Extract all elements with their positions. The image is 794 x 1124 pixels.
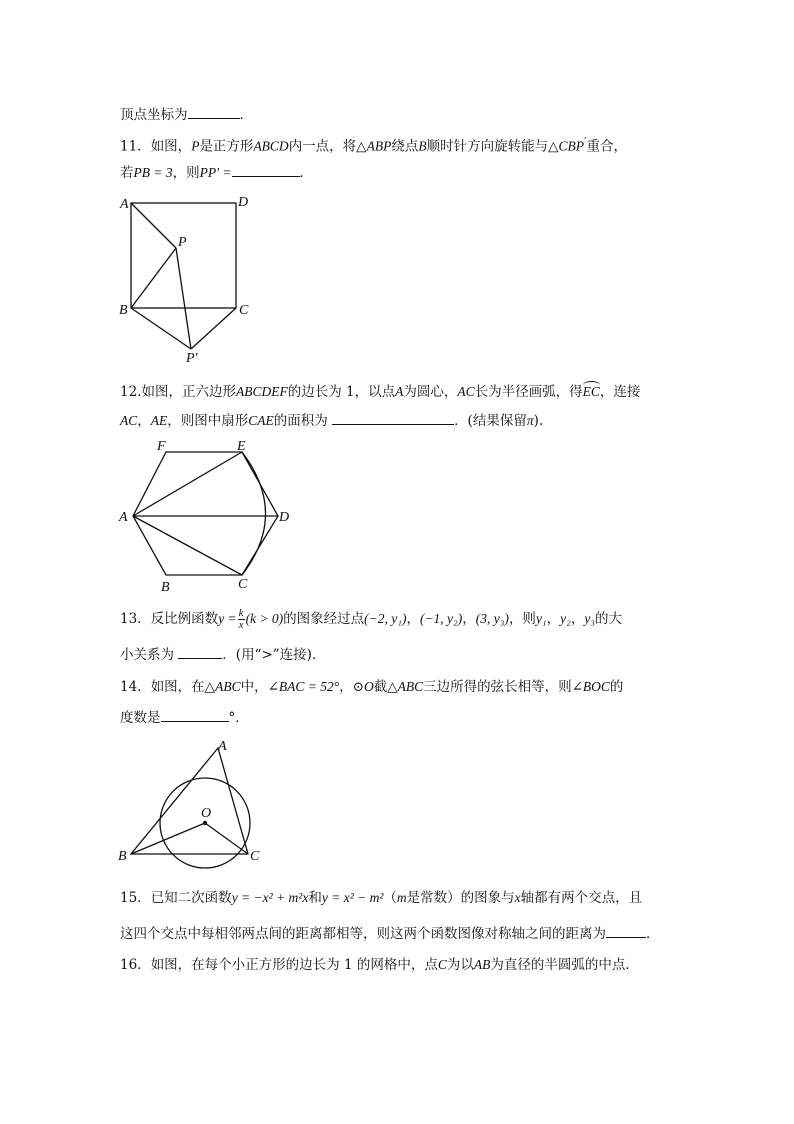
q14-line-1: 14．如图，在△ABC中，∠BAC = 52°，⊙O截△ABC三边所得的弦长相等，则∠BOC的 bbox=[120, 679, 624, 695]
q15-number: 15． bbox=[120, 890, 151, 906]
q12-label-A: A bbox=[119, 510, 128, 525]
q12-label-F: F bbox=[157, 439, 166, 454]
top-line: 顶点坐标为 ． bbox=[120, 104, 253, 124]
q11-label-B: B bbox=[119, 303, 128, 318]
q13-line-1: 13．反比例函数y = $\frac{k}{x}$ (k > 0)的图象经过点(−2, y₁)，(−1, y₂)，(3, y₃)，则y₁，y₂，y₃的大 bbox=[120, 607, 622, 631]
q13-number: 13． bbox=[120, 611, 151, 627]
top-text: 顶点坐标为 bbox=[120, 107, 188, 123]
q11-label-D: D bbox=[238, 195, 249, 210]
q14-label-C: C bbox=[250, 849, 260, 864]
q14-label-A: A bbox=[218, 739, 227, 754]
q14-label-B: B bbox=[118, 849, 127, 864]
q11-label-Pp: P′ bbox=[186, 351, 198, 366]
q14-number: 14． bbox=[120, 679, 151, 695]
q11-number: 11． bbox=[120, 138, 151, 155]
q12-line-1: 12.如图，正六边形ABCDEF的边长为 1，以点A为圆心，AC长为半径画弧，得EC，连接 bbox=[120, 381, 640, 401]
center-dot bbox=[203, 821, 207, 825]
q11-label-A: A bbox=[120, 197, 129, 212]
q16-number: 16． bbox=[120, 957, 151, 973]
q12-label-C: C bbox=[238, 577, 248, 592]
q15-line-2: 这四个交点中每相邻两点间的距离都相等，则这两个函数图像对称轴之间的距离为 ． bbox=[120, 923, 660, 943]
q11-label-C: C bbox=[239, 303, 249, 318]
q12-number: 12. bbox=[120, 384, 142, 400]
q12-label-D: D bbox=[279, 510, 290, 525]
arc-EC: EC bbox=[583, 381, 600, 401]
q13-line-2: 小关系为 ．(用“>”连接)． bbox=[120, 644, 325, 664]
q15-line-1: 15．已知二次函数y = −x² + m²x和y = x² − m²（m是常数）的图象与x轴都有两个交点，且 bbox=[120, 890, 643, 906]
q12-line-2: AC，AE，则图中扇形CAE的面积为 ．(结果保留π). bbox=[120, 410, 543, 430]
q11-label-P: P bbox=[178, 235, 187, 250]
answer-blank-15[interactable] bbox=[606, 923, 646, 938]
q11-line-1: 11．如图，P是正方形ABCD内一点，将△ABP绕点B顺时针方向旋转能与△CBP′重合， bbox=[120, 135, 628, 155]
fraction-k-over-x: $\frac{k}{x}$ bbox=[238, 607, 244, 631]
q12-label-E: E bbox=[237, 439, 246, 454]
q12-label-B: B bbox=[161, 580, 170, 595]
q11-line-2: 若PB = 3，则PP′ = ． bbox=[120, 162, 313, 182]
q14-line-2: 度数是 °． bbox=[120, 707, 249, 727]
q14-label-O: O bbox=[201, 806, 212, 821]
q16-line-1: 16．如图，在每个小正方形的边长为 1 的网格中，点C为以AB为直径的半圆弧的中点． bbox=[120, 957, 639, 973]
